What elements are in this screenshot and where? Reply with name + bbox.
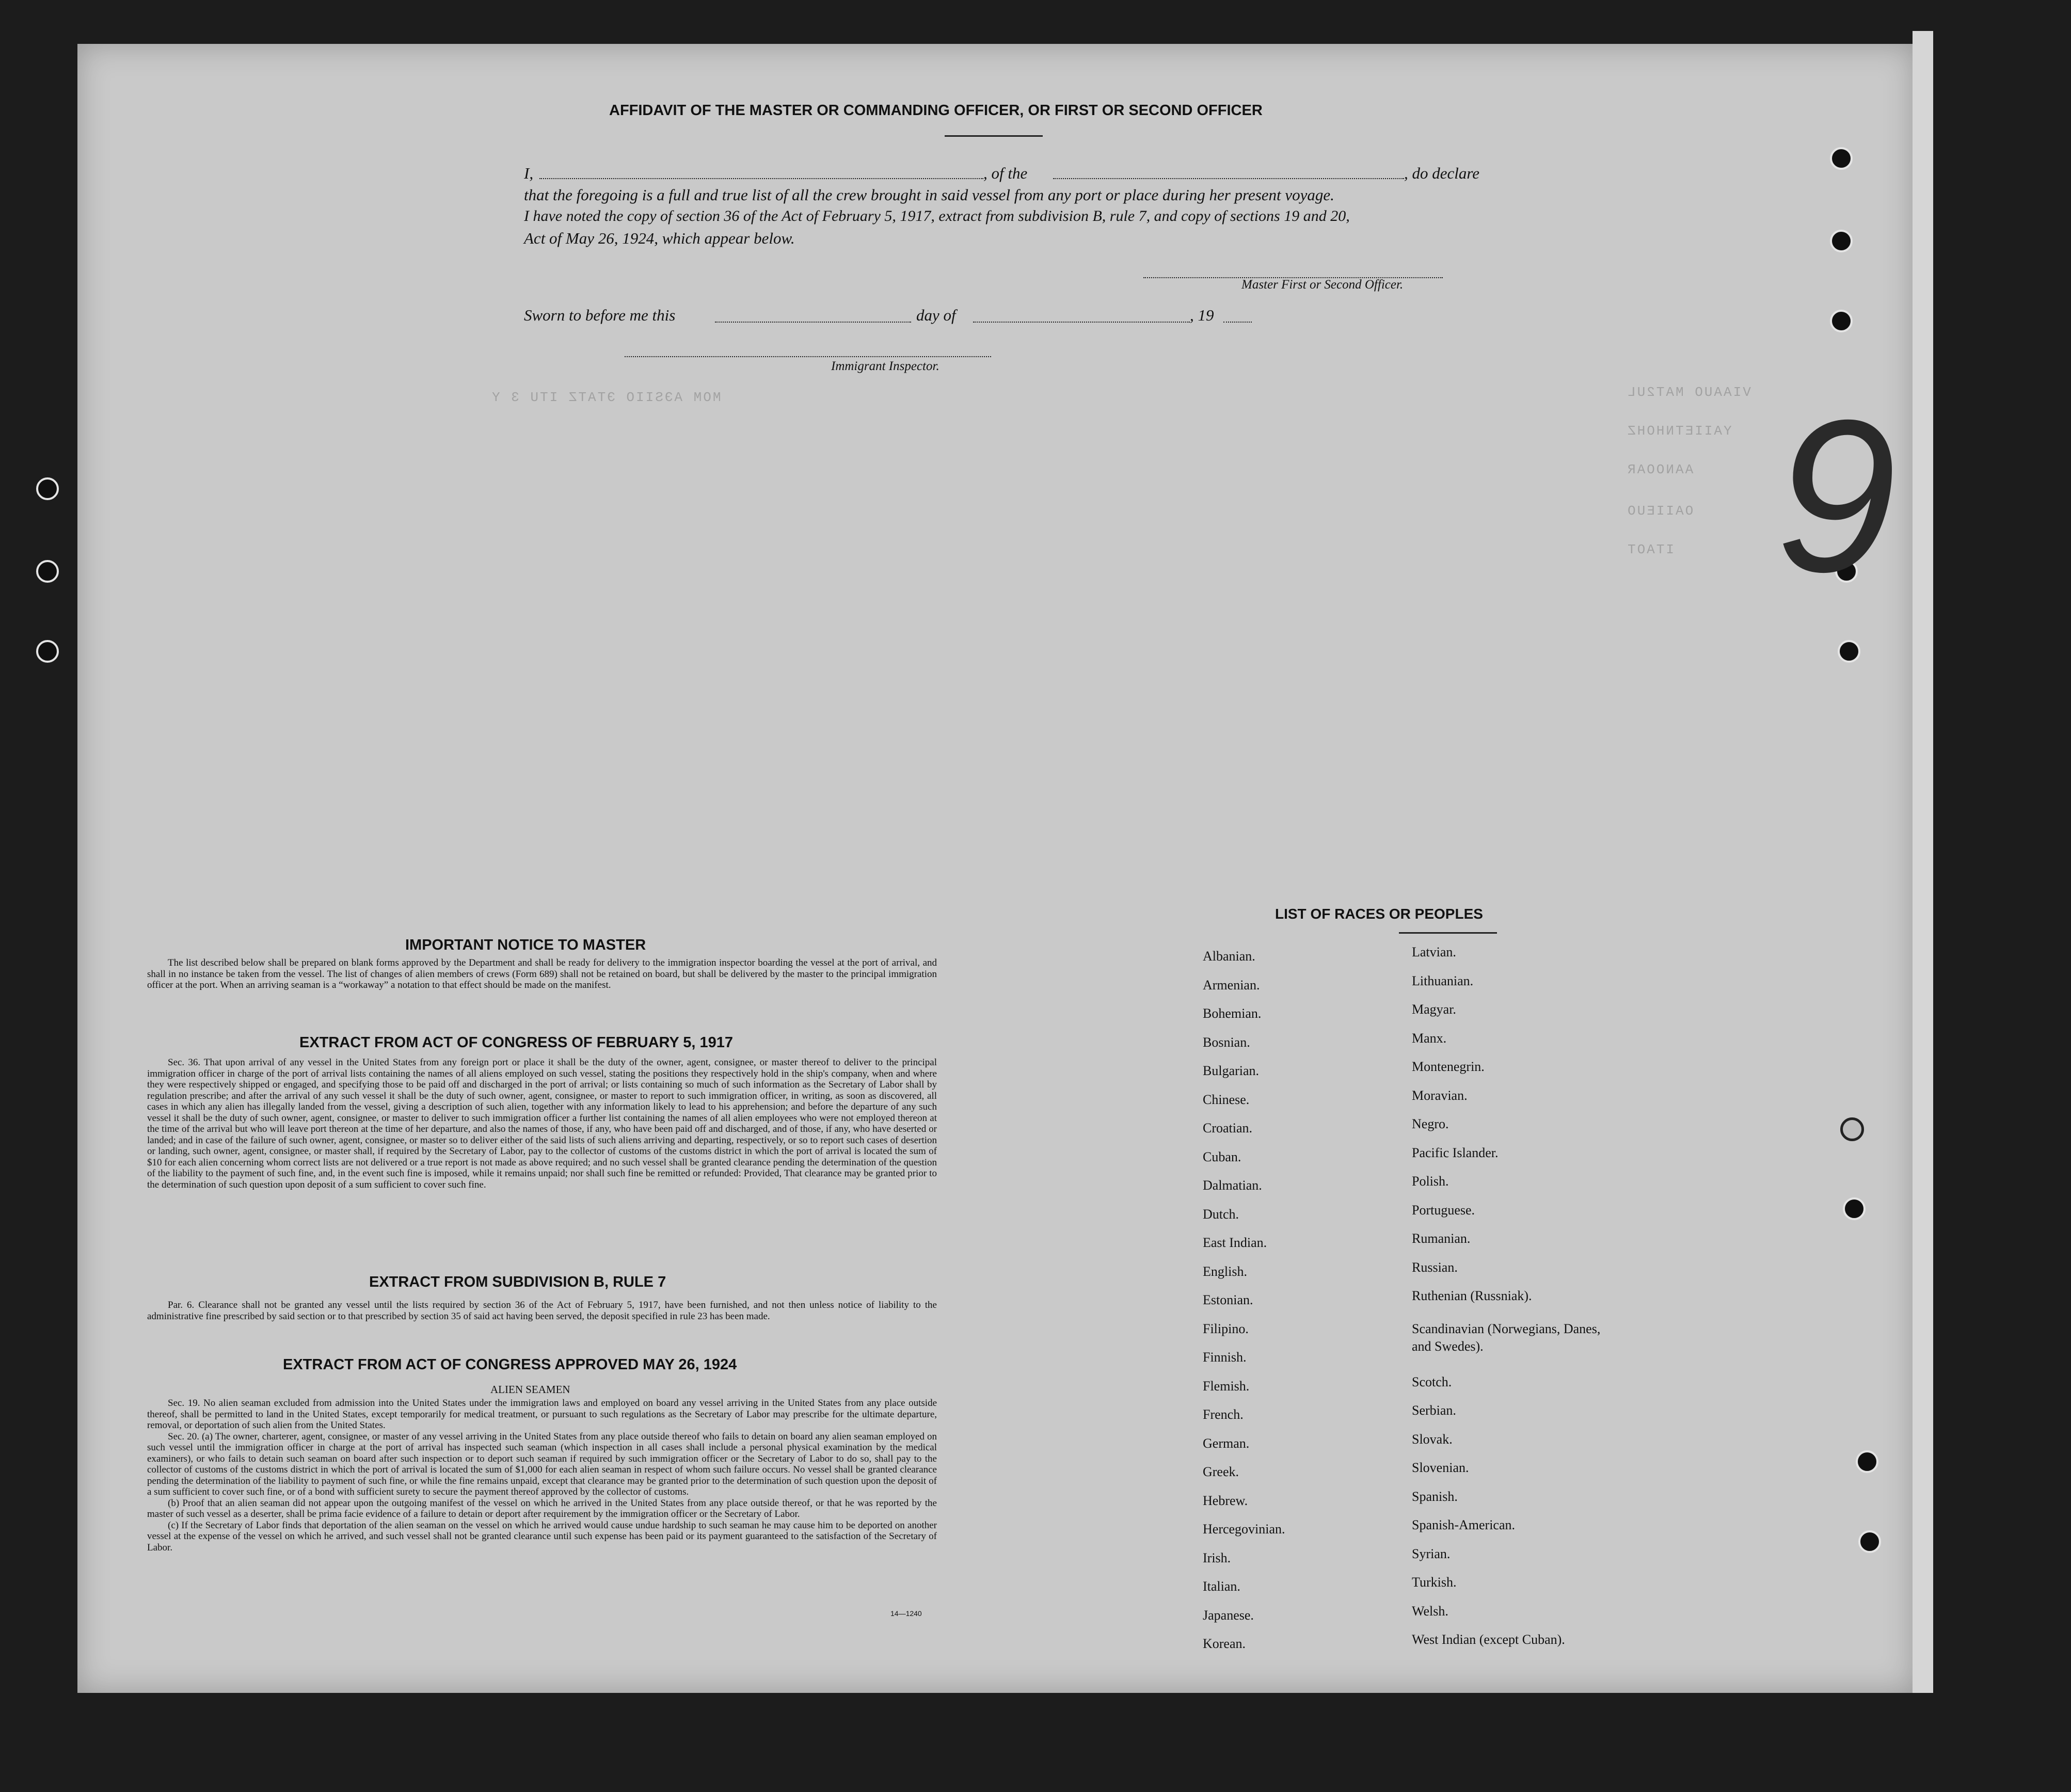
- rule-7-paragraph: Par. 6. Clearance shall not be granted any vessel until the lists required by section 36 of the Act of February 5, 1917, have been furnished, and not then unless notice of liability to the administrative fine prescribed by said section or to that prescribed by section 35 of said act having been served, the deposit specified in rule 23 has been made.: [147, 1300, 937, 1322]
- race-item: Korean.: [1203, 1636, 1246, 1651]
- affidavit-line1-prefix: I,: [524, 164, 534, 182]
- races-right-column: [1412, 945, 1608, 1661]
- sworn-prefix: Sworn to before me this: [524, 306, 676, 324]
- race-item: Syrian.: [1412, 1546, 1451, 1561]
- form-number: 14—1240: [890, 1609, 922, 1618]
- master-signature-label: Master First or Second Officer.: [1241, 278, 1404, 292]
- extract-1917-title: EXTRACT FROM ACT OF CONGRESS OF FEBRUARY 5, 1917: [299, 1034, 734, 1051]
- race-item: Spanish.: [1412, 1489, 1458, 1504]
- race-item: West Indian (except Cuban).: [1412, 1632, 1565, 1647]
- sworn-day-of: day of: [916, 306, 956, 324]
- race-item: Serbian.: [1412, 1403, 1456, 1418]
- race-item: German.: [1203, 1435, 1250, 1451]
- bleed-through-text: MOM AЭSIIO ЭTATZ ITU 3 Y: [490, 390, 721, 405]
- affidavit-line3: I have noted the copy of section 36 of the Act of February 5, 1917, extract from subdivision B, rule 7, and copy of sections 19 and 20,: [524, 207, 1350, 225]
- races-left-column: [1203, 949, 1285, 1665]
- race-item: Portuguese.: [1412, 1202, 1475, 1218]
- race-item: Dutch.: [1203, 1206, 1239, 1222]
- affidavit-line1-of: , of the: [983, 164, 1028, 182]
- race-item: Welsh.: [1412, 1603, 1448, 1619]
- race-item: Moravian.: [1412, 1087, 1468, 1103]
- affidavit-line2: that the foregoing is a full and true list of all the crew brought in said vessel from any port or place during her present voyage.: [524, 186, 1334, 204]
- inspector-signature-line: [625, 356, 991, 357]
- race-item: Albanian.: [1203, 949, 1255, 964]
- extract-1924-title: EXTRACT FROM ACT OF CONGRESS APPROVED MAY 26, 1924: [283, 1356, 737, 1373]
- race-item: Finnish.: [1203, 1350, 1247, 1365]
- race-item: Negro.: [1412, 1116, 1449, 1131]
- title-underline: [945, 135, 1043, 137]
- race-item: Italian.: [1203, 1579, 1240, 1594]
- race-item: Lithuanian.: [1412, 973, 1474, 988]
- bleed-through-text: ITAOT: [1626, 542, 1675, 557]
- race-item: Dalmatian.: [1203, 1178, 1262, 1193]
- bleed-through-text: YAIIETNHOHZ: [1626, 423, 1732, 439]
- alien-seamen-subtitle: ALIEN SEAMEN: [490, 1383, 570, 1396]
- race-item: Slovak.: [1412, 1431, 1453, 1447]
- section-36-paragraph: Sec. 36. That upon arrival of any vessel in the United States from any foreign port or place it shall be the duty of the owner, agent, consignee, or master thereof to deliver to the principal immigration officer in charge of the port of arrival lists containing the names of all aliens employed on such vessel, stating the positions they respectively hold in the ship's company, when and where they were respectively shipped or engaged, and specifying those to be paid off and discharged in the port of arrival; or lists containing so much of such information as the Secretary of Labor shall by regulation prescribe; and after the arrival of any such vessel it shall be the duty of such owner, agent, consignee, or master to report to such immigration officer, in writing, as soon as discovered, all cases in which any alien has illegally landed from the vessel, giving a description of such alien, together with any information likely to lead to his apprehension; and before the departure of any such vessel it shall be the duty of such owner, agent, consignee, or master to deliver to such immigration officer a further list containing the names of all alien employees who were not employed thereon at the time of the arrival but who will leave port thereon at the time of her departure, and also the names of those, if any, who have been paid off and discharged, and of those, if any, who have deserted or landed; and in case of the failure of such owner, agent, consignee, or master so to deliver either of the said lists of such aliens arriving and departing, respectively, or so to report such cases of desertion or landing, such owner, agent, consignee, or master shall, if required by the Secretary of Labor, pay to the collector of customs of the customs district in which the port of arrival is located the sum of $10 for each alien concerning whom correct lists are not delivered or a true report is not made as above required; and no such vessel shall be granted clearance pending the determination of the question of the liability to the payment of such fine, and, in the event such fine is imposed, while it remains unpaid; nor shall such fine be remitted or refunded: Provided, That clearance may be granted prior to the determination of such question upon deposit of a sum sufficient to cover such fine.: [147, 1057, 937, 1190]
- race-item: Greek.: [1203, 1464, 1239, 1479]
- inspector-label: Immigrant Inspector.: [831, 359, 939, 373]
- race-item: Cuban.: [1203, 1149, 1241, 1164]
- section-20c-paragraph: (c) If the Secretary of Labor finds that deportation of the alien seaman on the vessel on which he arrived would cause undue hardship to such seaman he may cause him to be deported on another vessel at the expense of the vessel on which he arrived, and such vessel shall not be granted clearance until such expense has been paid or its payment guaranteed to the satisfaction of the Secretary of Labor.: [147, 1519, 937, 1553]
- affidavit-line4: Act of May 26, 1924, which appear below.: [524, 229, 795, 247]
- race-item: Scandinavian (Norwegians, Danes, and Swedes).: [1412, 1321, 1601, 1354]
- sworn-day-blank: [715, 322, 911, 323]
- race-item: Bohemian.: [1203, 1006, 1262, 1021]
- race-item: Estonian.: [1203, 1292, 1253, 1307]
- notice-title: IMPORTANT NOTICE TO MASTER: [405, 937, 646, 953]
- sworn-year-blank: [1223, 322, 1252, 323]
- race-item: Magyar.: [1412, 1002, 1456, 1017]
- race-item: Japanese.: [1203, 1607, 1254, 1623]
- extract-1924-text: [147, 1398, 937, 1553]
- sworn-month-blank: [973, 322, 1190, 323]
- race-item: Armenian.: [1203, 977, 1260, 993]
- race-item: Polish.: [1412, 1174, 1449, 1189]
- race-item: English.: [1203, 1263, 1247, 1279]
- race-item: Turkish.: [1412, 1575, 1457, 1590]
- sworn-year: , 19: [1190, 306, 1214, 324]
- section-20b-paragraph: (b) Proof that an alien seaman did not appear upon the outgoing manifest of the vessel on which he arrived in the United States from any place outside thereof, or that he was reported by the master of such vessel as a deserter, shall be prima facie evidence of a failure to detain or deport after requirement by the immigration officer or the Secretary of Labor.: [147, 1497, 937, 1519]
- race-item: Russian.: [1412, 1259, 1458, 1275]
- race-item: Croatian.: [1203, 1121, 1253, 1135]
- rule-7-text: [147, 1300, 937, 1322]
- section-20a-paragraph: Sec. 20. (a) The owner, charterer, agent, consignee, or master of any vessel arriving in the United States from any place outside thereof who fails to detain on board any alien seaman employed on such vessel until the immigration officer in charge at the port of arrival has inspected such seaman (which inspection in all cases shall include a personal physical examination by the medical examiners), or who fails to detain such seaman on board after such inspection or to deport such seaman if required by such immigration officer or the Secretary of Labor to do so, shall pay to the collector of customs of the customs district in which the port of arrival is located the sum of $1,000 for each alien seaman in respect of whom such failure occurs. No vessel shall be granted clearance pending the determination of the liability to payment of such fine, or while the fine remains unpaid, except that clearance may be granted prior to the determination of such question upon the deposit of a sum sufficient to cover such fine, or of a bond with sufficient surety to secure the payment thereof approved by the collector of customs.: [147, 1431, 937, 1497]
- vessel-blank: [1053, 178, 1404, 179]
- race-item: Chinese.: [1203, 1092, 1250, 1107]
- notice-paragraph: The list described below shall be prepared on blank forms approved by the Department and shall be ready for delivery to the immigration inspector boarding the vessel at the port of arrival, and shall in no instance be taken from the vessel. The list of changes of alien members of crews (Form 689) shall not be retained on board, but shall be delivered by the master to the principal immigration officer at the port. When an arriving seaman is a “workaway” a notation to that effect should be made on the manifest.: [147, 957, 937, 990]
- race-item: Bosnian.: [1203, 1034, 1250, 1050]
- race-item: Slovenian.: [1412, 1460, 1469, 1475]
- affidavit-line1-suffix: , do declare: [1404, 164, 1480, 182]
- race-item: French.: [1203, 1407, 1244, 1422]
- bleed-through-text: AANOOAR: [1626, 462, 1694, 477]
- race-item: Hebrew.: [1203, 1493, 1248, 1508]
- race-item: Hercegovinian.: [1203, 1522, 1285, 1537]
- race-item: Manx.: [1412, 1030, 1447, 1046]
- bleed-through-text: VIAAUO MAT2UL: [1626, 385, 1751, 400]
- race-item: Flemish.: [1203, 1378, 1250, 1394]
- race-item: Ruthenian (Russniak).: [1412, 1288, 1532, 1303]
- handwritten-page-number: 9: [1776, 375, 1897, 617]
- bleed-through-text: OAIIEUO: [1626, 503, 1694, 519]
- race-item: Pacific Islander.: [1412, 1145, 1499, 1160]
- section-19-paragraph: Sec. 19. No alien seaman excluded from admission into the United States under the immigration laws and employed on board any vessel arriving in the United States from any place outside thereof, shall be permitted to land in the United States, except temporarily for medical treatment, or pursuant to such regulations as the Secretary of Labor may prescribe for the ultimate departure, removal, or deportation of such alien from the United States.: [147, 1398, 937, 1431]
- race-item: Latvian.: [1412, 945, 1456, 959]
- affidavit-title: AFFIDAVIT OF THE MASTER OR COMMANDING OFFICER, OR FIRST OR SECOND OFFICER: [609, 102, 1263, 119]
- race-item: Scotch.: [1412, 1374, 1452, 1389]
- race-item: East Indian.: [1203, 1235, 1267, 1250]
- races-title-underline: [1399, 932, 1497, 934]
- races-title: LIST OF RACES OR PEOPLES: [1275, 906, 1483, 922]
- race-item: Bulgarian.: [1203, 1063, 1260, 1078]
- race-item: Montenegrin.: [1412, 1059, 1485, 1074]
- notice-text: [147, 957, 937, 991]
- name-blank: [539, 178, 983, 179]
- race-item: Rumanian.: [1412, 1231, 1471, 1246]
- race-item: Filipino.: [1203, 1321, 1249, 1336]
- extract-1917-text: [147, 1057, 937, 1190]
- race-item: Irish.: [1203, 1550, 1231, 1565]
- rule-7-title: EXTRACT FROM SUBDIVISION B, RULE 7: [369, 1274, 666, 1290]
- race-item: Spanish-American.: [1412, 1517, 1516, 1532]
